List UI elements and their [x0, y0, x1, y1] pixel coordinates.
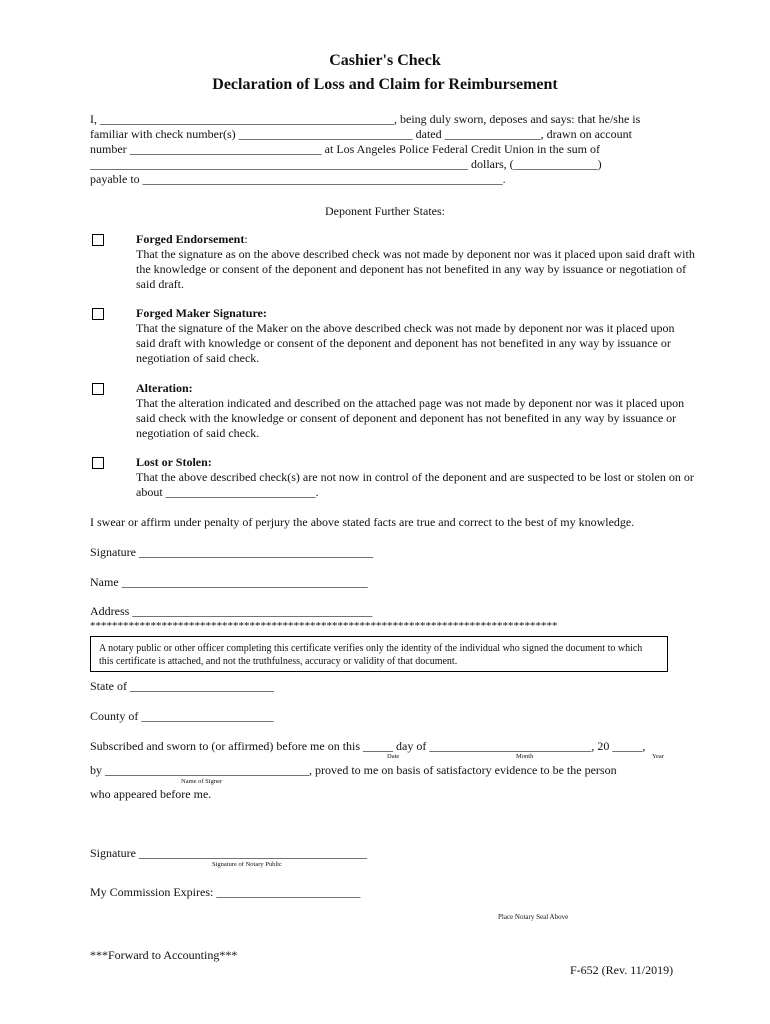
name-field[interactable]: Name _________________________________________: [90, 575, 368, 589]
form-number: F-652 (Rev. 11/2019): [570, 963, 674, 977]
clause-text: That the signature as on the above described check was not made by deponent nor was it placed upon said draft with the knowledge or consent of the deponent and deponent has not benefited in any way by issuance or negotiation of said draft.: [136, 247, 695, 291]
notary-seal-placeholder: Place Notary Seal Above: [498, 913, 569, 921]
clause-heading: Lost or Stolen:: [136, 455, 212, 469]
address-field[interactable]: Address ________________________________________: [90, 604, 373, 618]
clause-text: That the signature of the Maker on the above described check was not made by deponent nor was it placed upon said draft with knowledge or consent of the deponent and deponent has not benefited in any way by issuance or negotiation of said check.: [136, 321, 675, 365]
name-of-signer-label: Name of Signer: [181, 778, 223, 785]
clause-heading: Forged Endorsement: [136, 232, 245, 246]
clause-text: That the alteration indicated and described on the attached page was not made by deponent nor was it placed upon said check with the knowledge or consent of deponent and deponent has not benefited in any way by issuance or negotiation of said check.: [136, 396, 685, 440]
clause-text: That the above described check(s) are not now in control of the deponent and are suspected to be lost or stolen on or about _________________________.: [136, 470, 694, 499]
clause-body: [136, 232, 696, 292]
appeared-before-me: who appeared before me.: [90, 787, 212, 801]
signer-line[interactable]: by __________________________________, proved to me on basis of satisfactory evidence to be the person: [90, 763, 617, 777]
county-field[interactable]: County of ______________________: [90, 709, 274, 723]
declaration-intro: [90, 112, 690, 187]
perjury-statement: I swear or affirm under penalty of perjury the above stated facts are true and correct to the best of my knowledge.: [90, 515, 635, 529]
clause-heading: Alteration:: [136, 381, 193, 395]
alteration-checkbox[interactable]: [92, 383, 104, 395]
forged-maker-signature-checkbox[interactable]: [92, 308, 104, 320]
subscribed-sworn-line[interactable]: Subscribed and sworn to (or affirmed) before me on this _____ day of ___________________________, 20 _____,: [90, 739, 646, 753]
deponent-further-states: Deponent Further States:: [325, 204, 445, 218]
clause-body: [136, 455, 696, 500]
lost-or-stolen-checkbox[interactable]: [92, 457, 104, 469]
intro-line-3: number ________________________________ at Los Angeles Police Federal Credit Union in the sum of: [90, 142, 600, 156]
intro-line-5: payable to ____________________________________________________________.: [90, 172, 506, 186]
clause-heading-suffix: :: [244, 232, 248, 246]
year-label: Year: [652, 753, 664, 760]
intro-line-4: _______________________________________________________________ dollars, (______________): [90, 157, 602, 171]
clause-body: [136, 306, 696, 366]
month-label: Month: [516, 753, 534, 760]
commission-expires-field[interactable]: My Commission Expires: ________________________: [90, 885, 361, 899]
notary-notice-box: A notary public or other officer completing this certificate verifies only the identity of the individual who signed the document to which this certificate is attached, and not the truthfulness, accuracy or validity of that document.: [90, 636, 668, 672]
forged-endorsement-checkbox[interactable]: [92, 234, 104, 246]
clause-body: [136, 381, 696, 441]
clause-heading: Forged Maker Signature:: [136, 306, 267, 320]
document-subtitle: Declaration of Loss and Claim for Reimbursement: [212, 76, 558, 93]
intro-line-1: I, _________________________________________________, being duly sworn, deposes and says: that he/she is: [90, 112, 641, 126]
signature-field[interactable]: Signature _______________________________________: [90, 545, 373, 559]
notary-signature-label: Signature of Notary Public: [212, 861, 282, 868]
separator-asterisks: *************************************************************************************: [90, 620, 558, 632]
state-field[interactable]: State of ________________________: [90, 679, 274, 693]
date-label: Date: [387, 753, 400, 760]
forward-to-accounting: ***Forward to Accounting***: [90, 948, 238, 962]
document-title: Cashier's Check: [329, 52, 441, 69]
notary-signature-field[interactable]: Signature ______________________________________: [90, 846, 367, 860]
intro-line-2: familiar with check number(s) _____________________________ dated ________________, drawn on account: [90, 127, 632, 141]
